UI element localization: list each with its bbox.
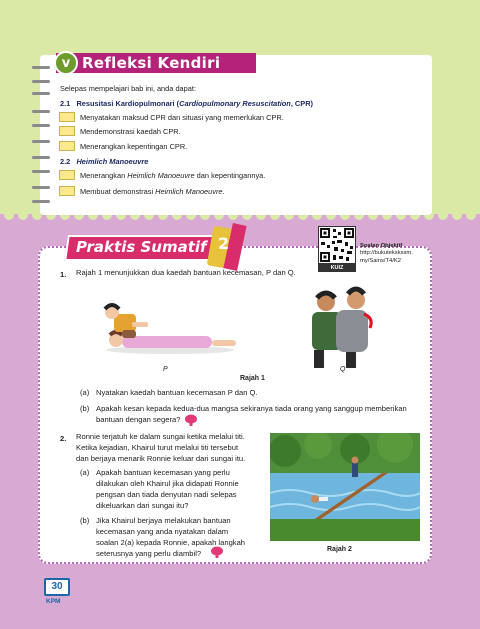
- objective-item: [80, 187, 225, 196]
- question-number: 2.: [60, 434, 67, 443]
- figure-label-p: P: [163, 366, 168, 373]
- page-number: 30: [44, 578, 70, 596]
- spiral-ring: [32, 124, 50, 127]
- sub-question-label: (a): [80, 388, 90, 397]
- section-title: Heimlich Manoeuvre: [76, 157, 149, 166]
- quiz-url[interactable]: my/Sains/T4/K2: [360, 257, 401, 264]
- chapter-number: 2: [218, 234, 230, 253]
- refleksi-banner: [56, 53, 256, 73]
- sub-question-text: Jika Khairul berjaya melakukan bantuan: [96, 516, 231, 525]
- objective-item: Mendemonstrasi kaedah CPR.: [80, 127, 181, 136]
- section-number: 2.1: [60, 99, 71, 108]
- badge-letter: v: [61, 55, 71, 71]
- spiral-ring: [32, 140, 50, 143]
- section-heading-2-1: [60, 99, 313, 108]
- question-text: Ketika kejadian, Khairul turut melalui titi tersebut: [76, 443, 239, 452]
- qr-label: KUIZ: [318, 264, 356, 272]
- checkbox[interactable]: [59, 186, 75, 196]
- sub-question-text: dilakukan oleh Khairul jika didapati Ronnie: [96, 479, 239, 488]
- section-title: Resusitasi Kardiopulmonari (: [76, 99, 180, 108]
- sub-question-text: Nyatakan kaedah bantuan kecemasan P dan Q.: [96, 388, 258, 397]
- praktis-title: Praktis Sumatif: [76, 238, 207, 256]
- question-number: 1.: [60, 270, 67, 279]
- section-title-tail: , CPR): [290, 99, 314, 108]
- section-number: 2.2: [60, 157, 71, 166]
- item-text: dan kepentingannya.: [194, 171, 266, 180]
- checkbox[interactable]: [59, 126, 75, 136]
- qr-code-icon[interactable]: [318, 226, 356, 264]
- sub-question-text: seterusnya yang perlu diambil?: [96, 549, 202, 558]
- scallop-dot: [18, 210, 28, 220]
- refleksi-title: Refleksi Kendiri: [82, 54, 221, 72]
- sub-question-label: (b): [80, 404, 90, 413]
- sub-question-text: Apakah kesan kepada kedua-dua mangsa sekiranya tiada orang yang sanggup memberikan: [96, 404, 407, 413]
- checkbox[interactable]: [59, 141, 75, 151]
- sub-question-text: soalan 2(a) kepada Ronnie, apakah langkah: [96, 538, 246, 547]
- item-text: Menerangkan: [80, 171, 128, 180]
- spiral-ring: [32, 80, 50, 83]
- online-quiz-info: [360, 243, 413, 265]
- refleksi-intro: Selepas mempelajari bab ini, anda dapat:: [60, 84, 196, 93]
- figure-label-q: Q: [340, 366, 346, 373]
- figure-caption: Rajah 1: [240, 375, 265, 382]
- sub-question-text: pengsan dan tiada denyutan nadi selepas: [96, 490, 237, 499]
- checkbox[interactable]: [59, 170, 75, 180]
- quiz-title: Soalan Objektif: [360, 243, 403, 249]
- objective-item: Menerangkan kepentingan CPR.: [80, 142, 188, 151]
- objective-item: Menyatakan maksud CPR dan situasi yang memerlukan CPR.: [80, 113, 284, 122]
- section-title-italic: Cardiopulmonary Resuscitation: [179, 99, 291, 108]
- sub-question-text: Apakah bantuan kecemasan yang perlu: [96, 468, 230, 477]
- item-text: .: [222, 187, 225, 196]
- brain-hots-icon: [184, 414, 198, 426]
- spiral-ring: [32, 200, 50, 203]
- leaf-check-icon: [54, 51, 78, 75]
- objective-item: [80, 171, 265, 180]
- scallop-dot: [4, 210, 14, 220]
- sub-question-text: bantuan dengan segera?: [96, 415, 181, 424]
- spiral-ring: [32, 170, 50, 173]
- spiral-ring: [32, 92, 50, 95]
- checkbox[interactable]: [59, 112, 75, 122]
- question-text: Rajah 1 menunjukkan dua kaedah bantuan kecemasan, P dan Q.: [76, 268, 296, 277]
- spiral-ring: [32, 186, 50, 189]
- sub-question-text: kecemasan yang anda nyatakan dalam: [96, 527, 229, 536]
- brain-hots-icon: [210, 546, 224, 558]
- figure-caption: Rajah 2: [327, 546, 352, 553]
- river-scene-illustration: [270, 433, 420, 541]
- sub-question-text: dikeluarkan dari sungai itu?: [96, 501, 189, 510]
- section-heading-2-2: [60, 157, 148, 166]
- question-text: dan berjaya menarik Ronnie keluar dari sungai itu.: [76, 454, 246, 463]
- publisher-logo: KPM: [46, 598, 61, 605]
- question-text: Ronnie terjatuh ke dalam sungai ketika melalui titi.: [76, 432, 245, 441]
- cpr-illustration: [92, 300, 242, 362]
- item-text-italic: Heimlich Manoeuvre: [127, 171, 195, 180]
- spiral-ring: [32, 110, 50, 113]
- item-text-italic: Heimlich Manoeuvre: [155, 187, 223, 196]
- scallop-dot: [438, 210, 448, 220]
- heimlich-illustration: [306, 282, 382, 370]
- choking-victim-body: [336, 310, 368, 352]
- victim-body: [122, 336, 212, 348]
- sub-question-label: (b): [80, 516, 90, 525]
- scallop-dot: [452, 210, 462, 220]
- scallop-dot: [466, 210, 476, 220]
- sub-question-label: (a): [80, 468, 90, 477]
- spiral-ring: [32, 66, 50, 69]
- quiz-url[interactable]: http://bukutekskssm.: [360, 250, 413, 257]
- item-text: Membuat demonstrasi: [80, 187, 156, 196]
- spiral-ring: [32, 156, 50, 159]
